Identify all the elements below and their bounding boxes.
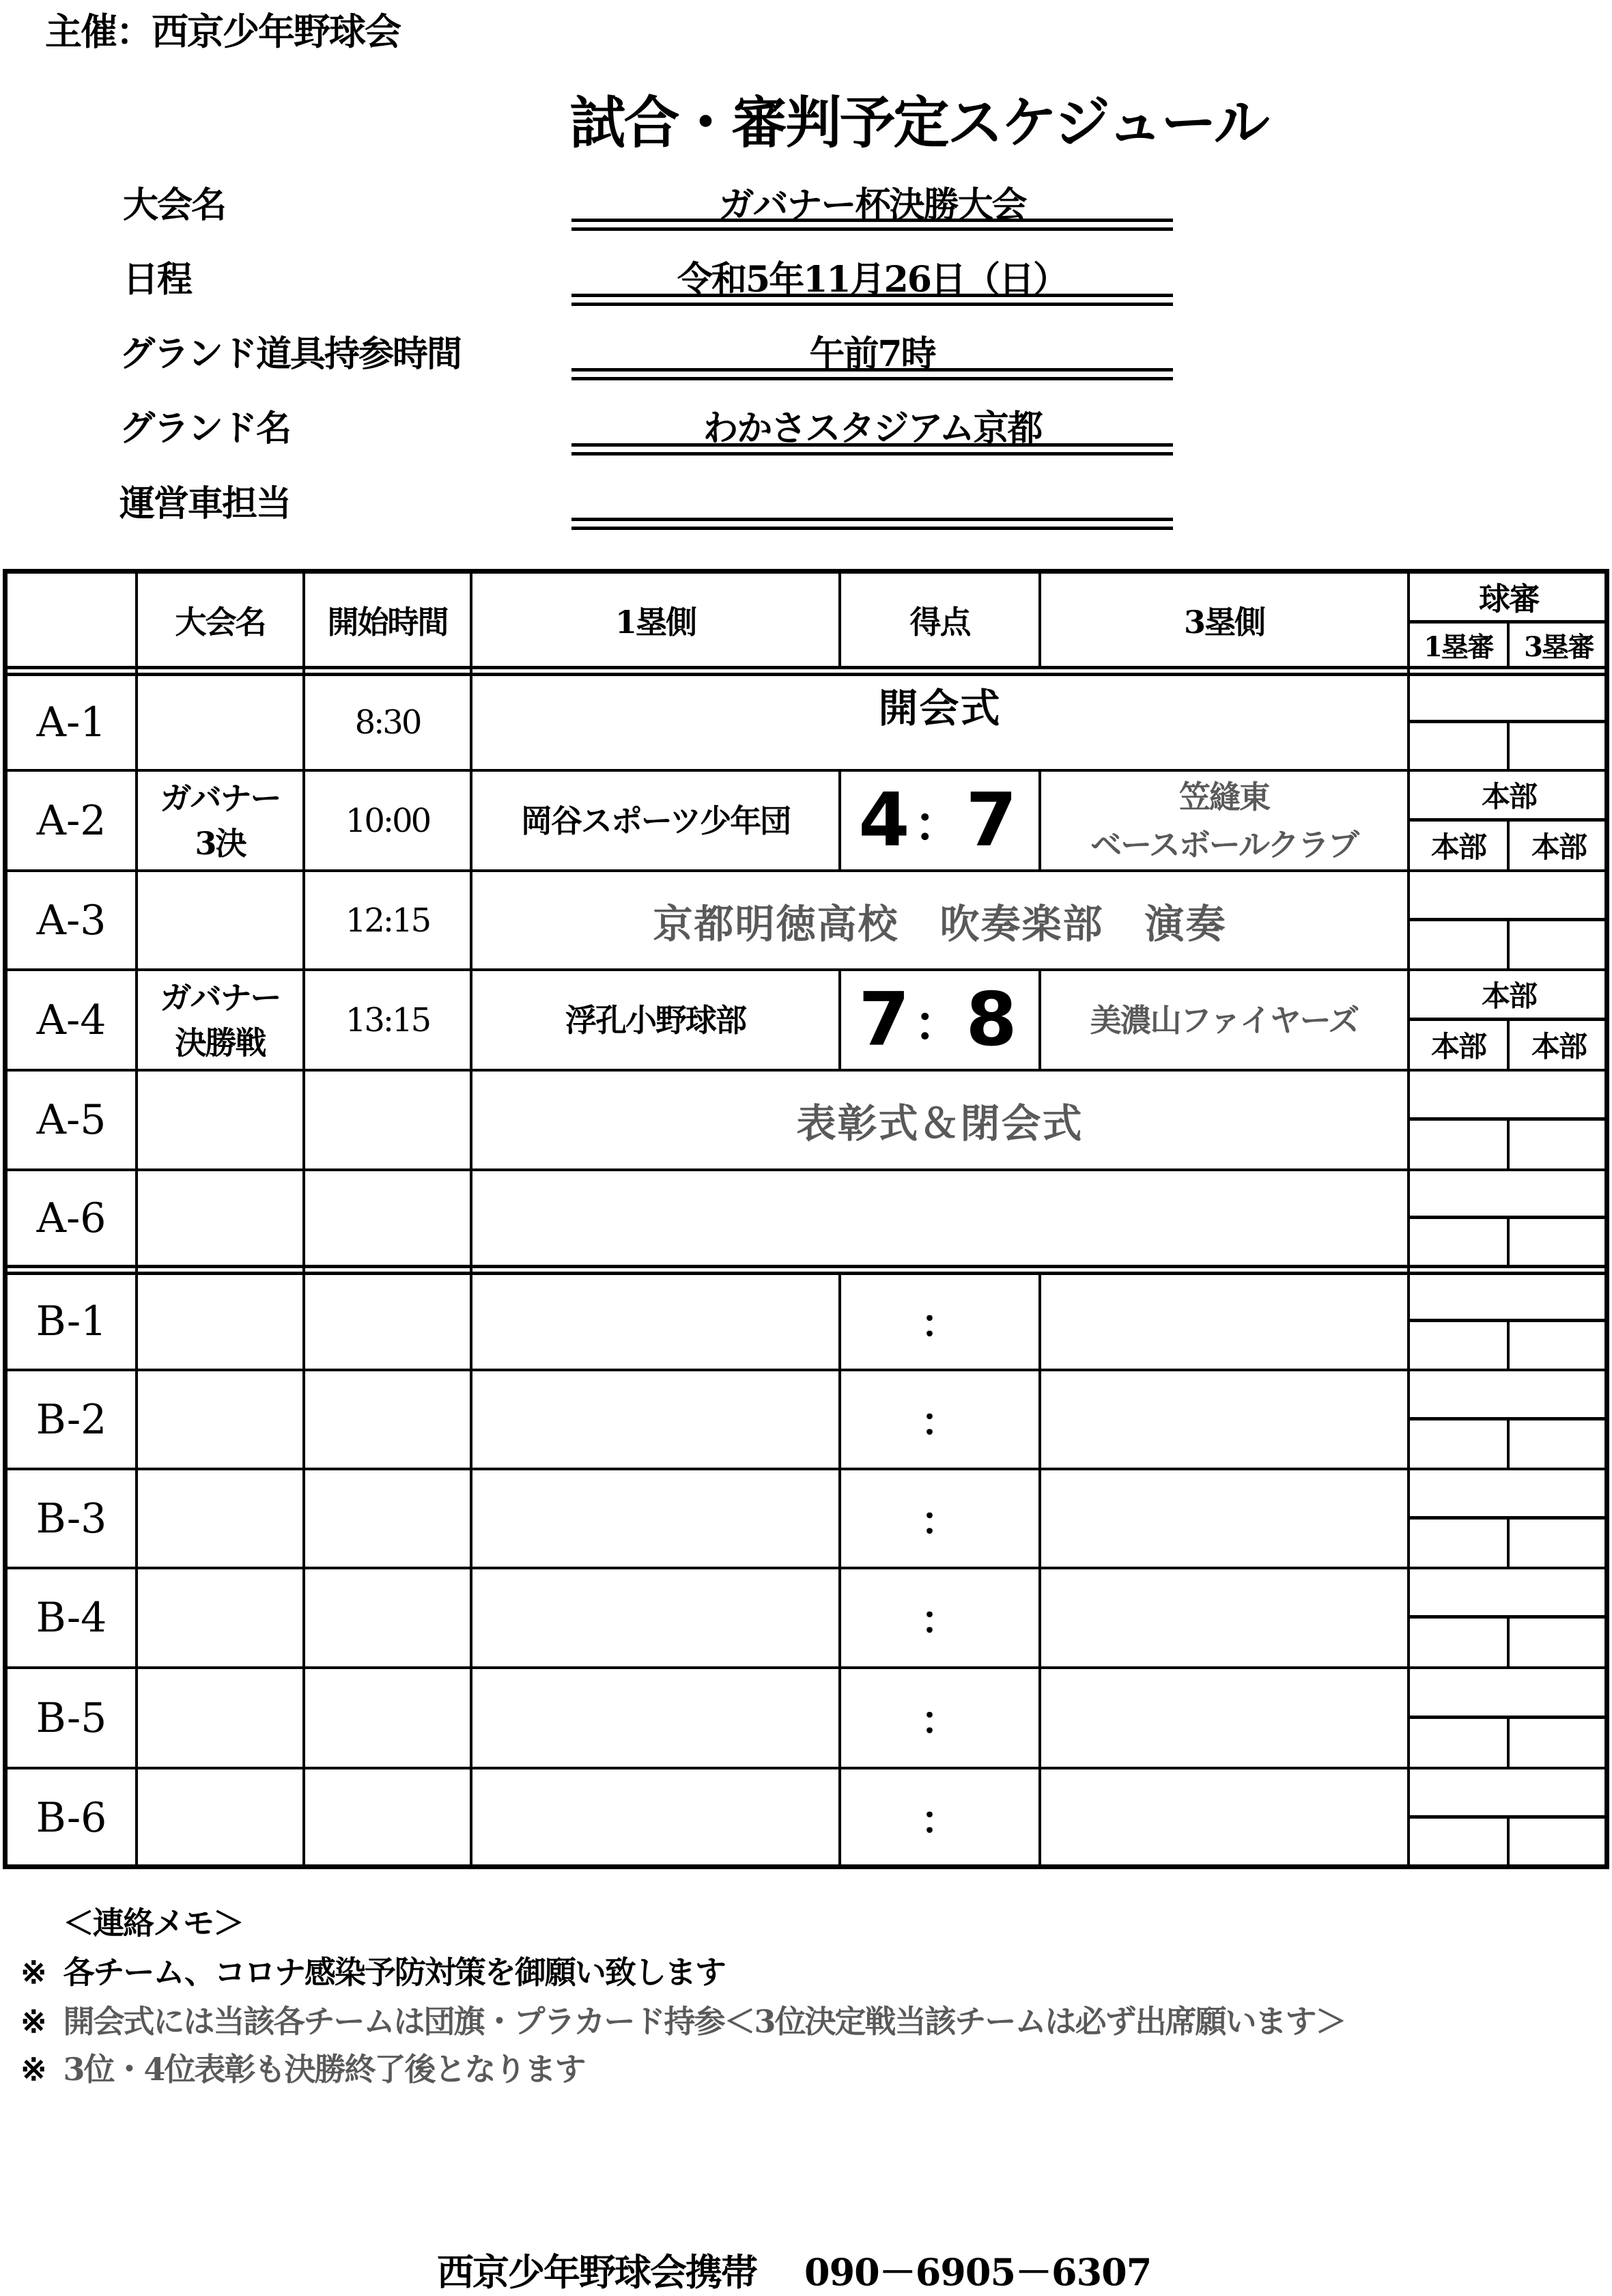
row-id: A-6 [36,1194,107,1242]
row-start-time: 8:30 [354,703,421,742]
row-score: ： [920,1400,959,1445]
row-tournament [138,1371,302,1468]
row-third-base-team [1041,1274,1407,1369]
reference-mark-icon: ※ [20,2051,46,2088]
row-umpire-first [1410,921,1507,968]
row-umpire-plate: 本部 [1481,780,1536,813]
row-umpire-third [1510,1619,1608,1666]
row-start-time: 12:15 [345,901,430,940]
row-tournament [138,1669,302,1767]
row-id: A-5 [36,1096,107,1144]
footer-label: 西京少年野球会携帯 [437,2250,756,2294]
row-score: ： [920,1599,959,1643]
row-umpire-first [1410,1520,1507,1567]
header-score: 得点 [909,603,970,641]
row-start-time [305,1769,470,1866]
row-umpire-first: 本部 [1430,830,1486,864]
info-label-date: 日程 [123,259,192,300]
row-start-time [305,1371,470,1468]
header-first-base-umpire: 1塁審 [1424,630,1493,663]
row-umpire-third [1510,1420,1608,1468]
row-umpire-third: 本部 [1531,830,1586,864]
row-first-base-team [472,1569,838,1666]
divider [3,1265,1609,1268]
row-first-base-team [472,1274,838,1369]
row-umpire-plate [1410,676,1608,720]
row-tournament [138,1072,302,1168]
page-title: 試合・審判予定スケジュール [569,90,1268,156]
row-third-base-team [1041,1669,1407,1767]
row-umpire-plate [1410,1171,1608,1216]
score-value: 8 [965,977,1021,1063]
row-tournament [138,1470,302,1567]
tournament-line: 決勝戦 [175,1024,266,1061]
memo-text: 3位・4位表彰も決勝終了後となります [63,2051,585,2088]
row-umpire-third [1510,1322,1608,1369]
memo-text: 各チーム、コロナ感染予防対策を御願い致します [63,1954,725,1991]
row-id: A-2 [36,796,107,845]
row-start-time [305,1569,470,1666]
row-id: B-1 [36,1298,107,1345]
row-tournament [138,676,302,769]
row-umpire-plate [1410,1072,1608,1117]
underline [571,368,1173,380]
row-umpire-third [1510,723,1608,769]
row-tournament [138,1171,302,1265]
row-umpire-third [1510,921,1608,968]
row-tournament [138,1274,302,1369]
row-score: ： [920,1499,959,1544]
row-first-base-team [472,772,838,869]
header-start-time: 開始時間 [327,603,448,641]
info-value-tournament: ガバナー杯決勝大会 [718,184,1026,226]
reference-mark-icon: ※ [20,2003,46,2040]
info-value-date: 令和5年11月26日（日） [677,259,1067,300]
row-id: B-6 [36,1794,107,1842]
row-first-base-team [472,1470,838,1567]
underline [571,518,1173,530]
row-umpire-first [1410,1219,1507,1265]
row-id: A-3 [36,896,107,944]
row-umpire-plate [1410,1274,1608,1319]
organizer-label: 主催：西京少年野球会 [45,10,400,53]
team-name-line: 美濃山ファイヤーズ [1090,1001,1359,1039]
divider [3,666,1609,669]
row-first-base-team [472,1669,838,1767]
row-umpire-first [1410,1819,1507,1866]
row-umpire-first [1410,723,1507,769]
row-id: B-2 [36,1395,107,1444]
row-first-base-team [472,1371,838,1468]
row-tournament [138,1569,302,1666]
row-score [841,772,1038,869]
row-tournament [138,872,302,968]
row-umpire-plate [1410,1569,1608,1615]
row-score: ： [920,1799,959,1843]
underline [571,294,1173,306]
underline [571,219,1173,231]
info-value-ground: わかさスタジアム京都 [703,408,1042,449]
row-umpire-plate [1410,1669,1608,1716]
row-umpire-first [1410,1619,1507,1666]
memo-text: 開会式には当該各チームは団旗・プラカード持参＜3位決定戦当該チームは必ず出席願います＞ [63,2003,1346,2040]
team-name-line: 浮孔小野球部 [565,1001,746,1039]
row-event [472,1171,1407,1265]
row-umpire-plate [1410,872,1608,918]
row-umpire-plate [1410,1371,1608,1417]
memo-item [20,1997,1346,2042]
row-third-base-team [1041,1769,1407,1866]
row-tournament [138,1769,302,1866]
team-name-line: ベースボールクラブ [1090,826,1358,863]
team-name-line: 岡谷スポーツ少年団 [520,802,791,839]
info-value-equipment-time: 午前7時 [809,333,935,375]
row-tournament [138,772,302,869]
row-id: B-5 [36,1694,107,1742]
row-score: ： [920,1698,959,1744]
row-first-base-team [472,1769,838,1866]
row-third-base-team [1041,772,1407,869]
row-start-time [305,1470,470,1567]
reference-mark-icon: ※ [20,1954,46,1991]
row-umpire-first [1410,1121,1507,1168]
row-start-time [305,1274,470,1369]
row-umpire-third [1510,1520,1608,1567]
row-umpire-third [1510,1121,1608,1168]
row-tournament [138,971,302,1069]
tournament-line: ガバナー [160,979,281,1016]
row-umpire-third [1510,1219,1608,1265]
row-umpire-plate [1410,1470,1608,1516]
row-umpire-third [1510,1819,1608,1866]
info-label-equipment-time: グランド道具持参時間 [119,333,462,375]
header-first-base-side: 1塁側 [614,603,696,641]
row-third-base-team [1041,1371,1407,1468]
row-third-base-team [1041,1470,1407,1567]
tournament-line: ガバナー [160,779,281,817]
row-umpire-plate [1410,1769,1608,1815]
row-umpire-plate: 本部 [1481,979,1536,1013]
row-id: A-1 [36,699,107,746]
row-event: 表彰式＆閉会式 [796,1100,1084,1147]
row-third-base-team [1041,1569,1407,1666]
row-start-time: 10:00 [345,801,430,840]
score-value: 7 [858,977,914,1063]
score-value: 7 [965,778,1021,863]
row-umpire-first [1410,1420,1507,1468]
row-umpire-first [1410,1322,1507,1369]
footer-phone: 090－6905－6307 [804,2250,1152,2294]
underline [571,443,1173,456]
info-label-vehicle: 運営車担当 [119,483,291,524]
page-title-wrap [0,79,1612,158]
row-start-time: 13:15 [345,1000,430,1039]
team-name-line: 笠縫東 [1179,778,1269,815]
score-separator: ： [914,796,966,852]
row-start-time [305,1669,470,1767]
header-umpire: 球審 [1479,580,1539,617]
row-third-base-team [1041,971,1407,1069]
row-id: A-4 [36,996,107,1044]
footer-contact [437,2243,1151,2296]
row-start-time [305,1072,470,1168]
row-umpire-first: 本部 [1430,1030,1486,1063]
header-third-base-umpire: 3塁審 [1524,630,1594,663]
row-umpire-first [1410,1719,1507,1767]
tournament-line: 3決 [195,824,246,862]
score-separator: ： [914,996,966,1052]
row-score: ： [920,1302,959,1347]
row-first-base-team [472,971,838,1069]
memo-heading: ＜連絡メモ＞ [63,1905,243,1942]
row-umpire-third: 本部 [1531,1030,1586,1063]
row-id: B-4 [36,1594,107,1642]
row-event: 開会式 [878,685,1002,731]
header-third-base-side: 3塁側 [1183,603,1264,641]
row-start-time [305,1171,470,1265]
memo-item [20,2045,585,2090]
header-tournament: 大会名 [175,603,266,641]
info-label-ground: グランド名 [119,408,291,449]
row-score [841,971,1038,1069]
row-event: 京都明徳高校 吹奏楽部 演奏 [653,900,1227,947]
memo-item [20,1948,725,1993]
row-id: B-3 [36,1494,107,1543]
row-umpire-third [1510,1719,1608,1767]
info-label-tournament: 大会名 [123,184,226,226]
score-value: 4 [858,778,914,863]
